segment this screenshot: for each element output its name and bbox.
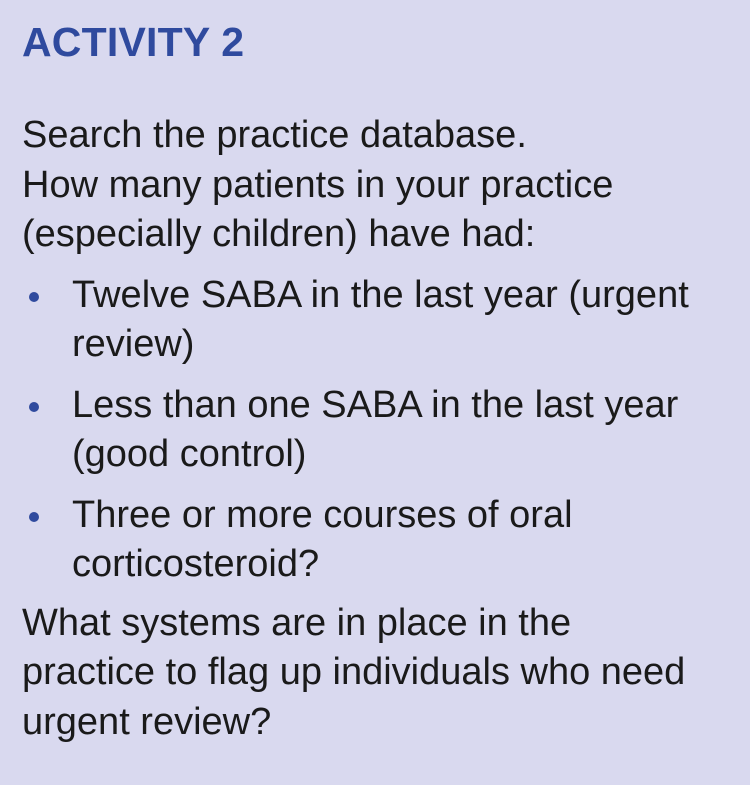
activity-intro <box>22 111 736 260</box>
intro-line: Search the practice database. <box>22 114 527 156</box>
list-item-line: review) <box>72 323 195 365</box>
question-line: urgent review? <box>22 700 272 743</box>
question-line: practice to flag up individuals who need <box>22 651 686 693</box>
activity-question <box>22 599 736 748</box>
activity-title: ACTIVITY 2 <box>22 19 245 65</box>
bullet-icon <box>29 292 39 302</box>
bullet-icon <box>29 402 39 412</box>
list-item <box>22 381 736 480</box>
list-item-line: Less than one SABA in the last year <box>72 383 679 426</box>
list-item-line: Twelve SABA in the last year (urgent <box>72 273 689 316</box>
list-item <box>22 271 736 370</box>
criteria-list <box>22 271 736 590</box>
question-line: What systems are in place in the <box>22 601 572 644</box>
list-item-line: Three or more courses of oral <box>72 493 573 536</box>
intro-line: How many patients in your practice <box>22 163 614 206</box>
list-item-line: (good control) <box>72 433 307 475</box>
list-item <box>22 491 736 590</box>
bullet-icon <box>29 512 39 522</box>
intro-line: (especially children) have had: <box>22 213 536 255</box>
list-item-line: corticosteroid? <box>72 543 320 585</box>
